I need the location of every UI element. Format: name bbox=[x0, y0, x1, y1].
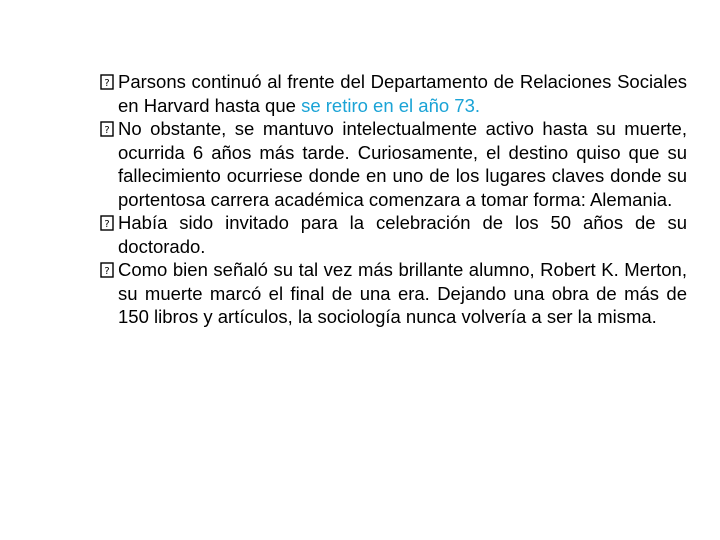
svg-text:?: ? bbox=[104, 78, 110, 89]
paragraph-text: Parsons continuó al frente del Departamento de Relaciones Sociales en Harvard hasta que bbox=[118, 71, 687, 116]
highlighted-text: se retiro en el año 73. bbox=[301, 94, 481, 116]
paragraph-text: Como bien señaló su tal vez más brillante alumno, Robert K. Merton, su muerte marcó el final de una era. Dejando una obra de más de 150 libros y artículos, la sociología nunca volvería a ser la misma. bbox=[118, 259, 687, 327]
svg-text:?: ? bbox=[104, 266, 110, 277]
bullet-paragraph-2 bbox=[100, 117, 687, 211]
bullet-paragraph-1 bbox=[100, 70, 687, 117]
missing-glyph-icon bbox=[100, 121, 114, 137]
missing-glyph-icon bbox=[100, 262, 114, 278]
missing-glyph-icon bbox=[100, 74, 114, 90]
bullet-paragraph-4 bbox=[100, 258, 687, 329]
bullet-list bbox=[100, 70, 687, 329]
bullet-paragraph-3 bbox=[100, 211, 687, 258]
svg-text:?: ? bbox=[104, 219, 110, 230]
svg-text:?: ? bbox=[104, 125, 110, 136]
paragraph-text: No obstante, se mantuvo intelectualmente activo hasta su muerte, ocurrida 6 años más tarde. Curiosamente, el destino quiso que su fallecimiento ocurriese donde en uno de los lugares claves donde su portentosa carrera académica comenzara a tomar forma: Alemania. bbox=[118, 118, 687, 210]
paragraph-text: Había sido invitado para la celebración de los 50 años de su doctorado. bbox=[118, 212, 687, 257]
missing-glyph-icon bbox=[100, 215, 114, 231]
